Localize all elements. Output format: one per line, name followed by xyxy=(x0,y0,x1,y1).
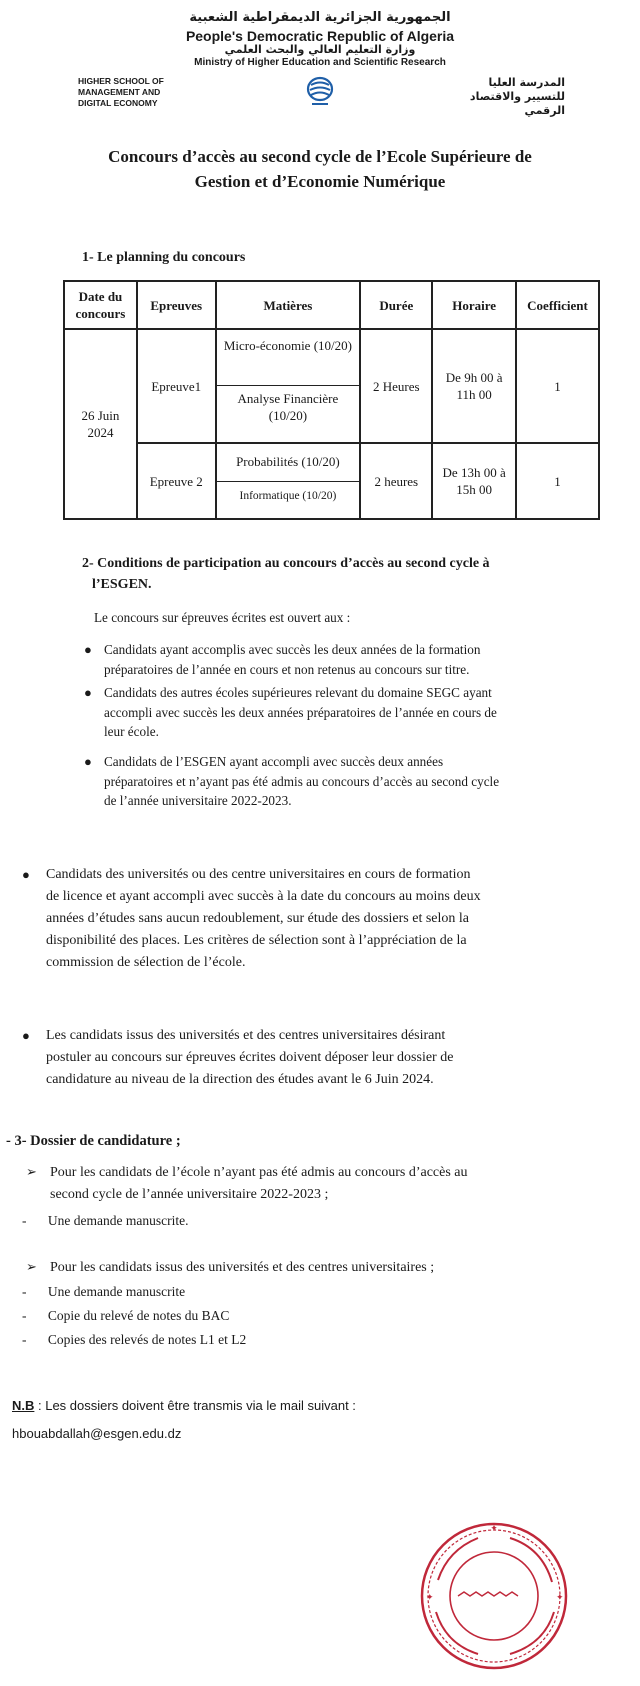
bullet-line: préparatoires de l’année en cours et non retenus au concours sur titre. xyxy=(104,661,470,677)
coef-cell: 1 xyxy=(516,329,599,443)
bullet-line: préparatoires et n’ayant pas été admis au concours d’accès au second cycle xyxy=(104,773,500,789)
letterhead-arabic-republic: الجمهورية الجزائرية الديمقراطية الشعبية xyxy=(189,10,451,25)
bullet-icon: ● xyxy=(84,642,92,657)
date-cell: 26 Juin 2024 xyxy=(64,329,137,519)
list-item xyxy=(22,1330,246,1350)
list-item xyxy=(22,1211,188,1231)
school-ar-line-2: للتسيير والاقتصاد xyxy=(469,90,565,103)
section-2-intro: Le concours sur épreuves écrites est ouvert aux : xyxy=(94,610,351,625)
official-stamp-icon xyxy=(418,1520,570,1672)
arrow-bullet-icon: ➢ xyxy=(26,1260,37,1275)
bullet-line: Candidats ayant accomplis avec succès les deux années de la formation xyxy=(104,642,481,657)
group-1-intro xyxy=(26,1162,616,1206)
header-horaire: Horaire xyxy=(432,281,516,329)
svg-text:✦: ✦ xyxy=(426,1593,434,1603)
horaire-cell: De 9h 00 à 11h 00 xyxy=(432,329,516,443)
school-en-line-3: DIGITAL ECONOMY xyxy=(78,98,158,108)
table-row xyxy=(64,329,599,443)
list-item xyxy=(22,1306,229,1326)
title-line-1: Concours d’accès au second cycle de l’Ecole Supérieure de xyxy=(108,147,532,166)
table-header-row xyxy=(64,281,599,329)
dash-icon: - xyxy=(22,1284,27,1299)
schedule-table xyxy=(63,280,600,520)
nb-note xyxy=(12,1398,356,1413)
page-title xyxy=(40,144,600,194)
bullet-line: postuler au concours sur épreuves écrites doivent déposer leur dossier de xyxy=(46,1050,454,1065)
bullet-icon: ● xyxy=(84,685,92,700)
header-coefficient: Coefficient xyxy=(516,281,599,329)
section-2-heading xyxy=(82,553,612,595)
letterhead-english-ministry: Ministry of Higher Education and Scientific Research xyxy=(194,57,446,68)
section-3-heading: - 3- Dossier de candidature ; xyxy=(6,1133,181,1149)
dash-icon: - xyxy=(22,1213,27,1228)
bullet-line: de l’année universitaire 2022-2023. xyxy=(104,793,292,808)
section-2-heading-line-2: l’ESGEN. xyxy=(92,577,152,592)
header-date: Date du concours xyxy=(64,281,137,329)
bullet-line: accompli avec succès les deux années préparatoires de l’année en cours de xyxy=(104,704,497,720)
bullet-line: Candidats des autres écoles supérieures relevant du domaine SEGC ayant xyxy=(104,685,492,700)
school-en-line-2: MANAGEMENT AND xyxy=(78,87,161,97)
dossier-group-2 xyxy=(26,1257,616,1279)
nb-label: N.B xyxy=(12,1398,35,1413)
dossier-item: Copies des relevés de notes L1 et L2 xyxy=(47,1332,247,1347)
bullet-line: disponibilité des places. Les critères de sélection sont à l’appréciation de la xyxy=(46,933,467,948)
bullet-line: Les candidats issus des universités et des centres universitaires désirant xyxy=(46,1028,446,1043)
school-logo-icon xyxy=(302,74,338,108)
school-name-english xyxy=(78,76,218,109)
matieres-cell xyxy=(216,329,361,443)
bullet-line: Candidats de l’ESGEN ayant accompli avec succès deux années xyxy=(104,754,444,769)
dossier-item: Copie du relevé de notes du BAC xyxy=(47,1308,230,1323)
title-line-2: Gestion et d’Economie Numérique xyxy=(194,172,446,191)
group-1-line: second cycle de l’année universitaire 2022-2023 ; xyxy=(50,1187,329,1202)
duree-cell: 2 Heures xyxy=(360,329,432,443)
matiere-item: Micro-économie (10/20) xyxy=(223,337,352,353)
nb-text: : Les dossiers doivent être transmis via le mail suivant : xyxy=(34,1398,356,1413)
bullet-line: années d’études sans aucun redoublement, sur étude des dossiers et selon la xyxy=(46,911,469,926)
header-epreuves: Epreuves xyxy=(137,281,216,329)
bullet-icon: ● xyxy=(22,867,30,882)
letterhead-english-republic: People's Democratic Republic of Algeria xyxy=(185,28,455,44)
bullet-icon: ● xyxy=(22,1028,30,1043)
matieres-cell xyxy=(216,443,361,519)
svg-text:✦: ✦ xyxy=(556,1593,564,1603)
school-en-line-1: HIGHER SCHOOL OF xyxy=(78,76,164,86)
bullet-line: de licence et ayant accompli avec succès à la date du concours au moins deux xyxy=(46,889,481,904)
school-ar-line-3: الرقمي xyxy=(524,104,565,117)
section-1-heading: 1- Le planning du concours xyxy=(82,250,246,265)
list-item xyxy=(22,1282,185,1302)
contact-email: hbouabdallah@esgen.edu.dz xyxy=(12,1426,182,1441)
section-2-heading-line-1: 2- Conditions de participation au concours d’accès au second cycle à xyxy=(82,556,490,571)
table-row xyxy=(64,443,599,519)
group-1-line: Pour les candidats de l’école n’ayant pas été admis au concours d’accès au xyxy=(50,1165,468,1180)
epreuve-cell: Epreuve1 xyxy=(137,329,216,443)
bullet-icon: ● xyxy=(84,754,92,769)
svg-text:✦: ✦ xyxy=(490,1524,498,1534)
epreuve-cell: Epreuve 2 xyxy=(137,443,216,519)
group-2-line: Pour les candidats issus des universités et des centres universitaires ; xyxy=(50,1260,435,1275)
bullet-line: Candidats des universités ou des centre universitaires en cours de formation xyxy=(46,867,471,882)
group-2-intro xyxy=(26,1257,616,1279)
dossier-group-1 xyxy=(26,1162,616,1206)
letterhead-arabic-ministry: وزارة التعليم العالي والبحث العلمي xyxy=(224,43,416,56)
matiere-item: Informatique (10/20) xyxy=(217,481,360,516)
school-name-arabic xyxy=(440,76,565,118)
bullet-line: commission de sélection de l’école. xyxy=(46,955,246,970)
dash-icon: - xyxy=(22,1308,27,1323)
matiere-item: Analyse Financière (10/20) xyxy=(217,385,360,438)
dash-icon: - xyxy=(22,1332,27,1347)
bullet-line: candidature au niveau de la direction des études avant le 6 Juin 2024. xyxy=(46,1072,434,1087)
bullet-line: leur école. xyxy=(104,724,159,739)
school-ar-line-1: المدرسة العليا xyxy=(488,76,565,89)
dossier-item: Une demande manuscrite. xyxy=(47,1213,189,1228)
arrow-bullet-icon: ➢ xyxy=(26,1165,37,1180)
matiere-item: Probabilités (10/20) xyxy=(236,453,340,469)
horaire-cell: De 13h 00 à 15h 00 xyxy=(432,443,516,519)
coef-cell: 1 xyxy=(516,443,599,519)
header-duree: Durée xyxy=(360,281,432,329)
dossier-item: Une demande manuscrite xyxy=(47,1284,186,1299)
duree-cell: 2 heures xyxy=(360,443,432,519)
header-matieres: Matières xyxy=(216,281,361,329)
